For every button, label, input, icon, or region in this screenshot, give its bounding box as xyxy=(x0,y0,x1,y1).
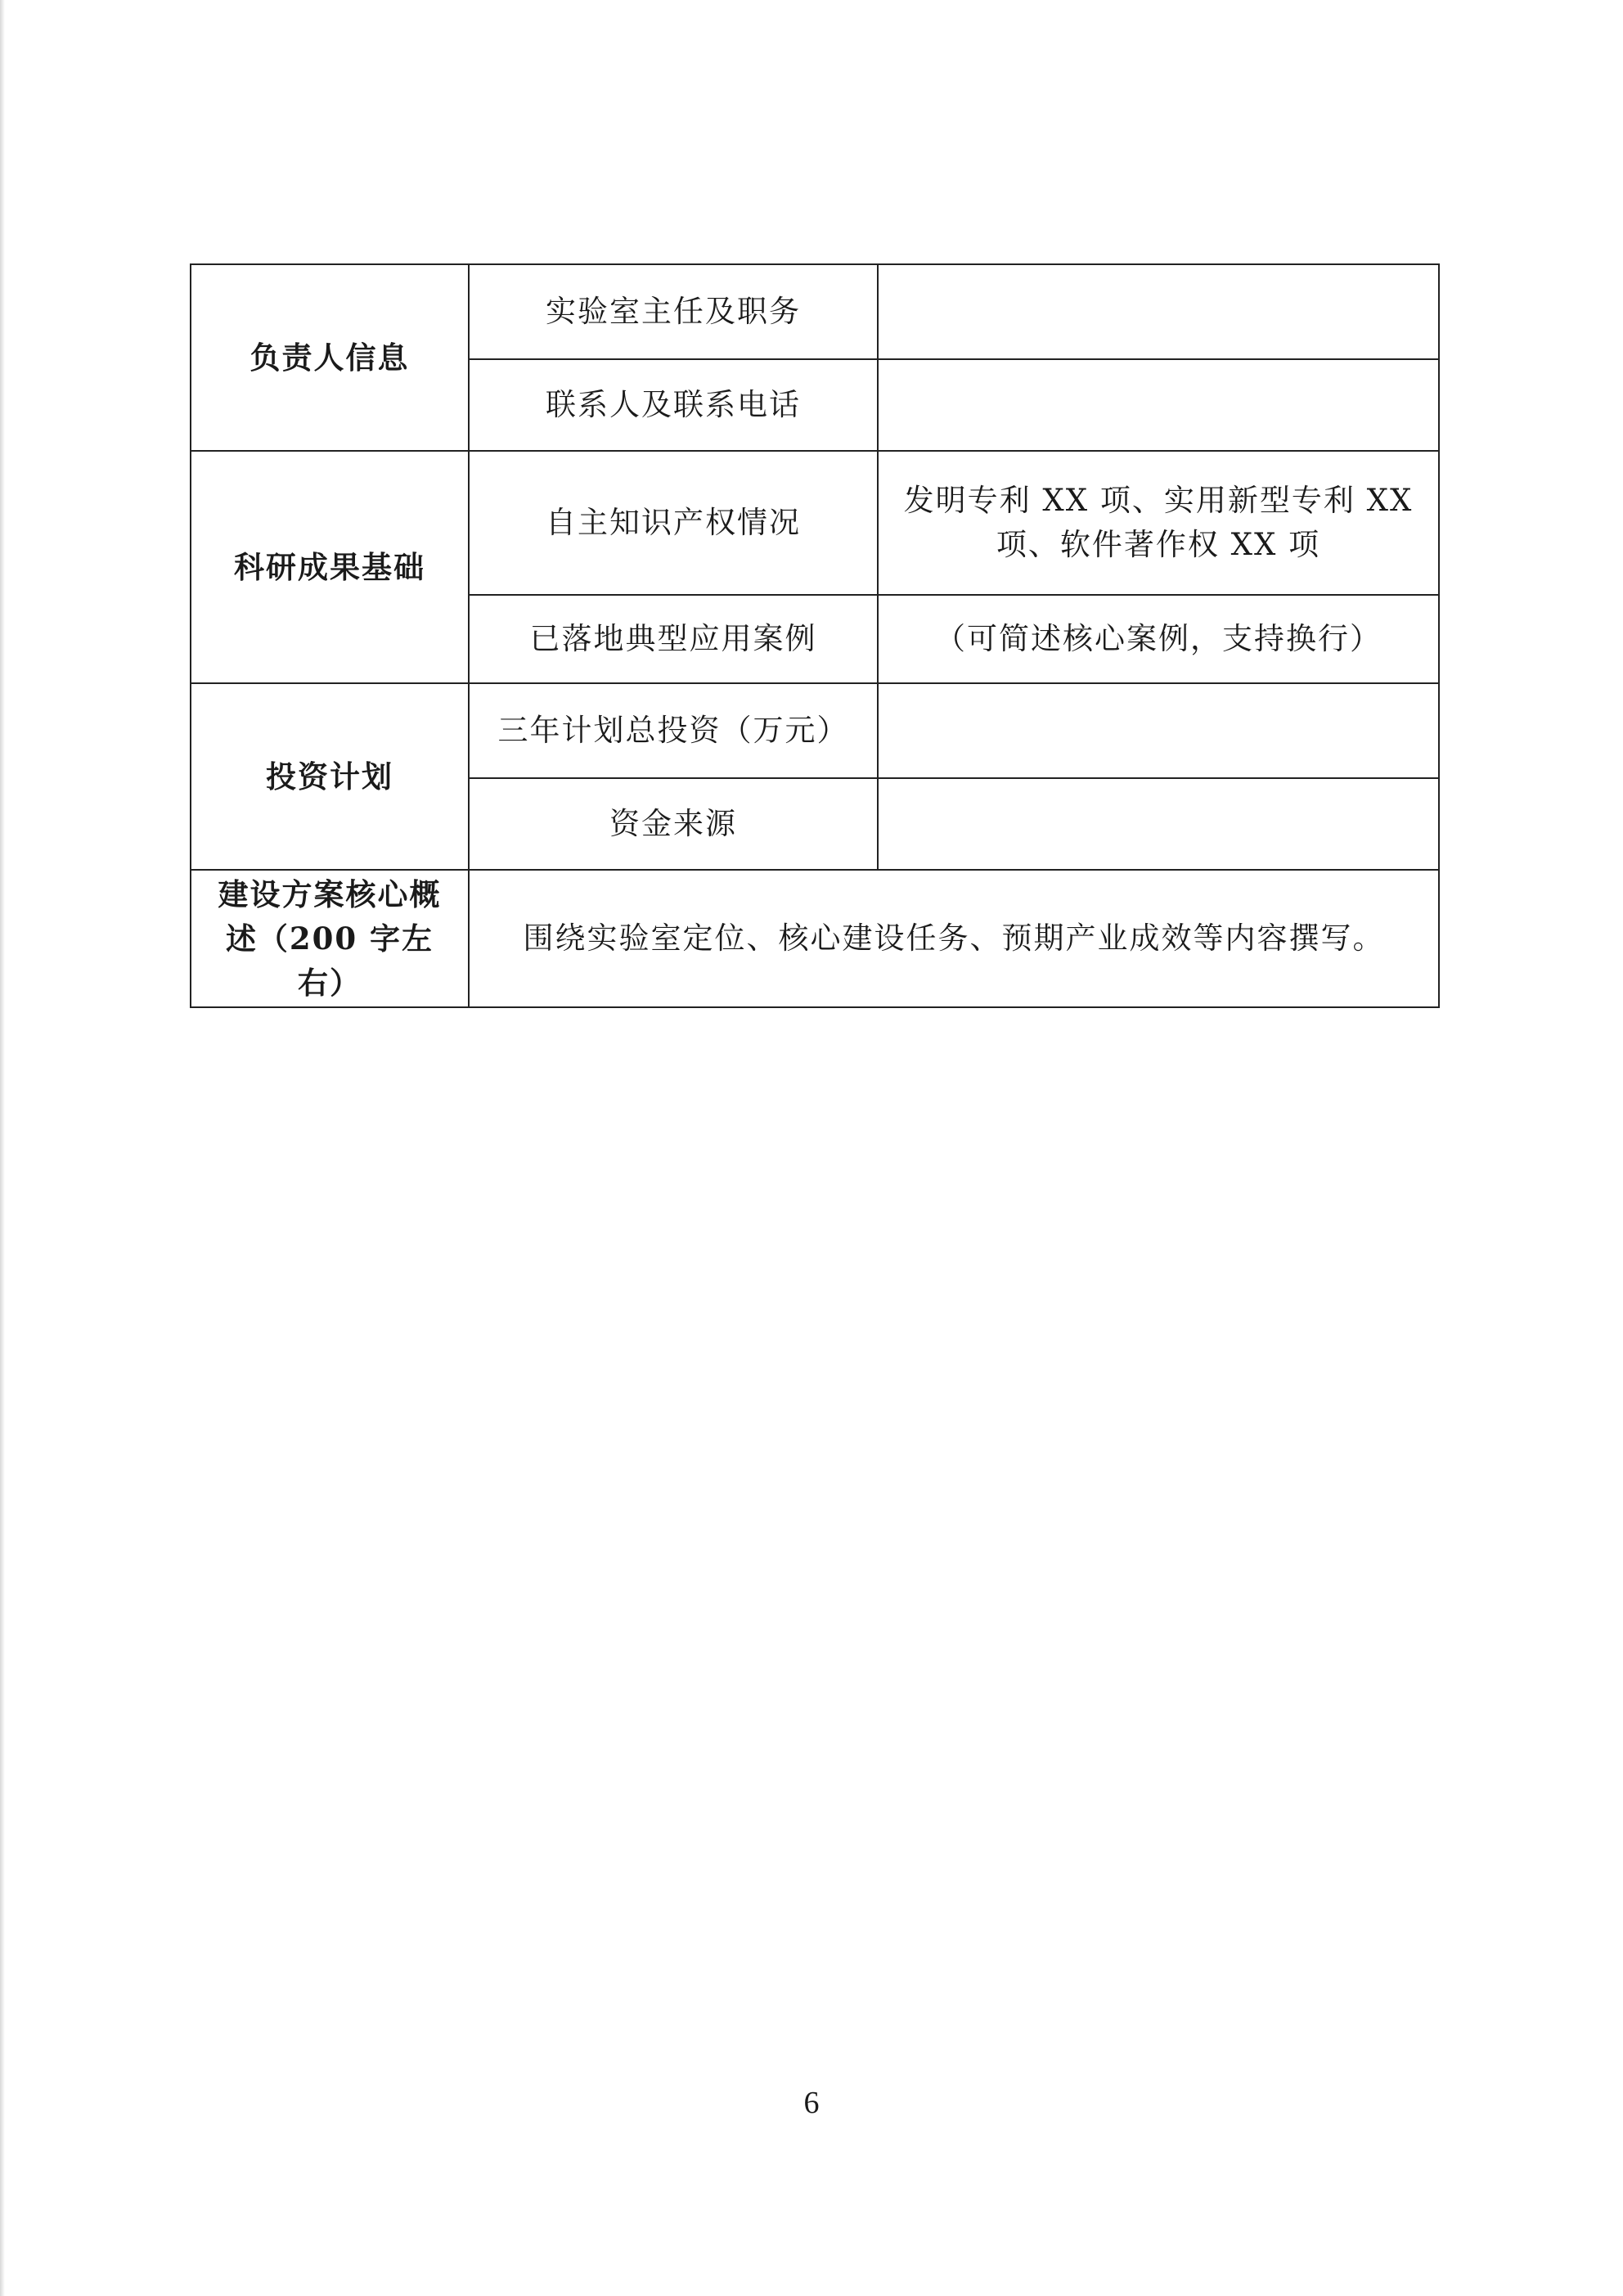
category-investment-plan: 投资计划 xyxy=(191,683,469,870)
category-research-foundation: 科研成果基础 xyxy=(191,451,469,683)
field-label-summary: 建设方案核心概述（200 字左右） xyxy=(191,870,469,1007)
page-edge xyxy=(0,0,5,2296)
field-value-summary: 围绕实验室定位、核心建设任务、预期产业成效等内容撰写。 xyxy=(469,870,1439,1007)
application-form-table xyxy=(190,263,1440,1008)
field-value-contact xyxy=(878,359,1439,451)
table-row xyxy=(191,870,1439,1007)
field-label-total-investment: 三年计划总投资（万元） xyxy=(469,683,878,778)
field-label-application-cases: 已落地典型应用案例 xyxy=(469,595,878,683)
field-label-fund-source: 资金来源 xyxy=(469,778,878,870)
category-leader-info: 负责人信息 xyxy=(191,264,469,451)
page-number: 6 xyxy=(803,2086,820,2120)
table-row xyxy=(191,683,1439,778)
field-label-lab-director: 实验室主任及职务 xyxy=(469,264,878,359)
field-label-ip-status: 自主知识产权情况 xyxy=(469,451,878,595)
field-value-total-investment xyxy=(878,683,1439,778)
table-row xyxy=(191,264,1439,359)
field-value-fund-source xyxy=(878,778,1439,870)
field-value-lab-director xyxy=(878,264,1439,359)
field-value-ip-status: 发明专利 XX 项、实用新型专利 XX 项、软件著作权 XX 项 xyxy=(878,451,1439,595)
table-row xyxy=(191,451,1439,595)
field-value-application-cases: （可简述核心案例，支持换行） xyxy=(878,595,1439,683)
field-label-contact: 联系人及联系电话 xyxy=(469,359,878,451)
